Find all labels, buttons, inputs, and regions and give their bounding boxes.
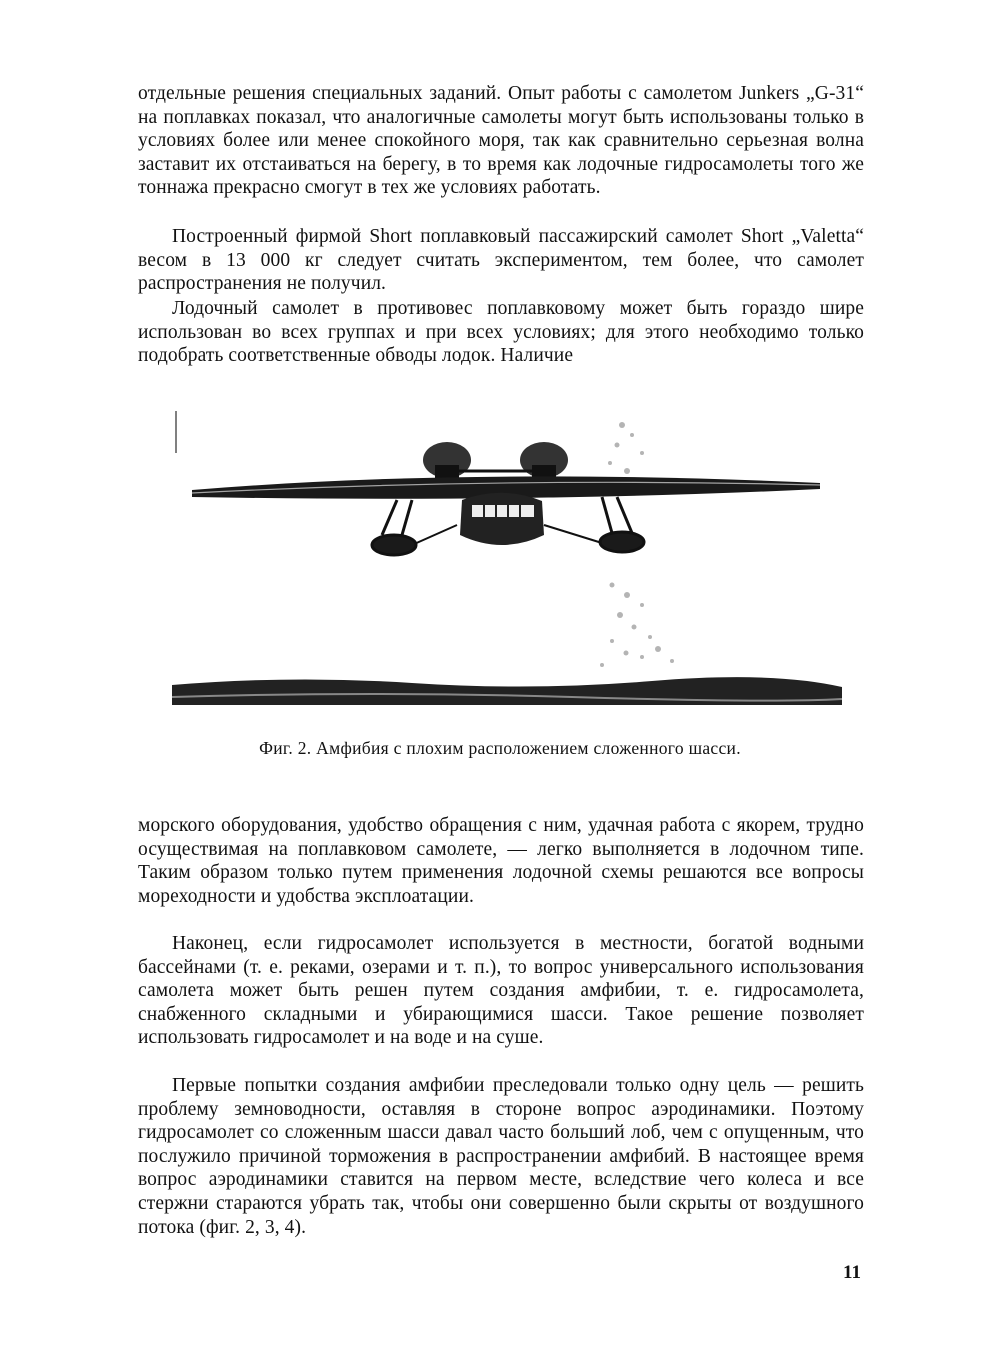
paragraph-6: Первые попытки создания амфибии преследовали только одну цель — решить проблему земноводности, оставляя в стороне вопрос аэродинамики. Поэтому гидросамолет со сложенным шасси давал часто больший лоб, чем с опущенным, что послужило причиной торможения в распространении амфибий. В настоящее время вопрос аэродинамики ставится на первом месте, вследствие чего колеса и все стержни стараются убрать так, чтобы они совершенно были скрыты от воздушного потока (фиг. 2, 3, 4).: [138, 1075, 864, 1238]
figure-caption: Фиг. 2. Амфибия с плохим расположением сложенного шасси.: [259, 738, 741, 758]
hull: [460, 493, 544, 545]
shoreline: [172, 677, 842, 705]
amphibian-aircraft-illustration: [172, 405, 842, 717]
page-number: 11: [843, 1262, 861, 1283]
paragraph-5: Наконец, если гидросамолет используется в местности, богатой водными бассейнами (т. е. реками, озерами и т. п.), то вопрос универсального использования самолета может быть решен путем создания амфибии, т. е. гидросамолета, снабженного складными и убирающимися шасси. Такое решение позволяет использовать гидросамолет и на воде и на суше.: [138, 933, 864, 1049]
paragraph-2: Построенный фирмой Short поплавковый пассажирский самолет Short „Valetta“ весом в 13 000 кг следует считать экспериментом, тем более, что самолет распространения не получил.: [138, 226, 864, 295]
paragraph-3: Лодочный самолет в противовес поплавковому может быть гораздо шире использован во всех группах и при всех условиях; для этого необходимо только подобрать соответственные обводы лодок. Наличие: [138, 298, 864, 367]
amphibian-photo: [172, 405, 842, 717]
engine-nacelles: [423, 442, 568, 479]
paragraph-1: отдельные решения специальных заданий. Опыт работы с самолетом Junkers „G-31“ на поплавках показал, что аналогичные самолеты могут быть использованы только в условиях более или менее спокойного моря, так как сравнительно серьезная волна заставит их отстаиваться на берегу, в то время как лодочные гидросамолеты того же тоннажа прекрасно смогут в тех же условиях работать.: [138, 83, 864, 199]
paragraph-4: морского оборудования, удобство обращения с ним, удачная работа с якорем, трудно осуществимая на поплавковом самолете, — легко выполняется в лодочном типе. Таким образом только путем применения лодочной схемы решаются все вопросы мореходности и удобства эксплоатации.: [138, 815, 864, 907]
